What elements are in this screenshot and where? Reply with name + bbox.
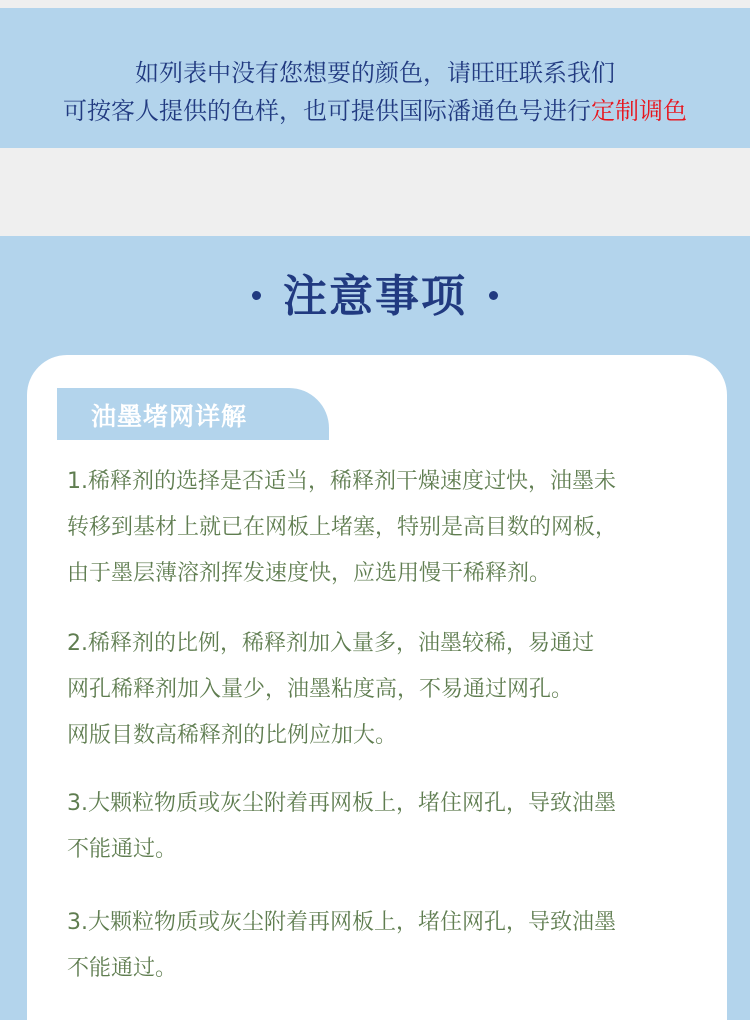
paragraph-3 <box>67 781 707 873</box>
paragraph-line: 不能通过。 <box>67 837 178 862</box>
paragraph-1 <box>67 459 707 597</box>
paragraph-line: 网版目数高稀释剂的比例应加大。 <box>67 723 398 748</box>
paragraph-line: 由于墨层薄溶剂挥发速度快，应选用慢干稀释剂。 <box>67 561 552 586</box>
custom-color-highlight: 定制调色 <box>591 97 687 125</box>
paragraph-line: 不能通过。 <box>67 956 178 981</box>
notes-heading <box>0 260 750 324</box>
banner-line-2-text: 可按客人提供的色样，也可提供国际潘通色号进行 <box>63 97 591 125</box>
card-tab <box>57 388 329 440</box>
notes-title: 注意事项 <box>283 271 467 322</box>
paragraph-4 <box>67 900 707 992</box>
section-gap <box>0 148 750 236</box>
paragraph-2 <box>67 621 707 759</box>
custom-color-banner <box>0 8 750 148</box>
top-strip <box>0 0 750 8</box>
paragraph-line: 1.稀释剂的选择是否适当，稀释剂干燥速度过快，油墨未 <box>67 469 616 494</box>
banner-line-1: 如列表中没有您想要的颜色，请旺旺联系我们 <box>135 59 615 87</box>
paragraph-line: 3.大颗粒物质或灰尘附着再网板上，堵住网孔，导致油墨 <box>67 791 616 816</box>
paragraph-line: 网孔稀释剂加入量少，油墨粘度高，不易通过网孔。 <box>67 677 574 702</box>
paragraph-line: 转移到基材上就已在网板上堵塞，特别是高目数的网板， <box>67 515 618 540</box>
paragraph-line: 3.大颗粒物质或灰尘附着再网板上，堵住网孔，导致油墨 <box>67 910 616 935</box>
paragraph-line: 2.稀释剂的比例，稀释剂加入量多，油墨较稀，易通过 <box>67 631 594 656</box>
bullet-dot-icon <box>489 291 498 300</box>
banner-line-2 <box>0 92 750 130</box>
bullet-dot-icon <box>252 291 261 300</box>
notes-section <box>0 236 750 1020</box>
card-tab-label: 油墨堵网详解 <box>91 402 248 431</box>
ink-clogging-card <box>27 355 727 1020</box>
